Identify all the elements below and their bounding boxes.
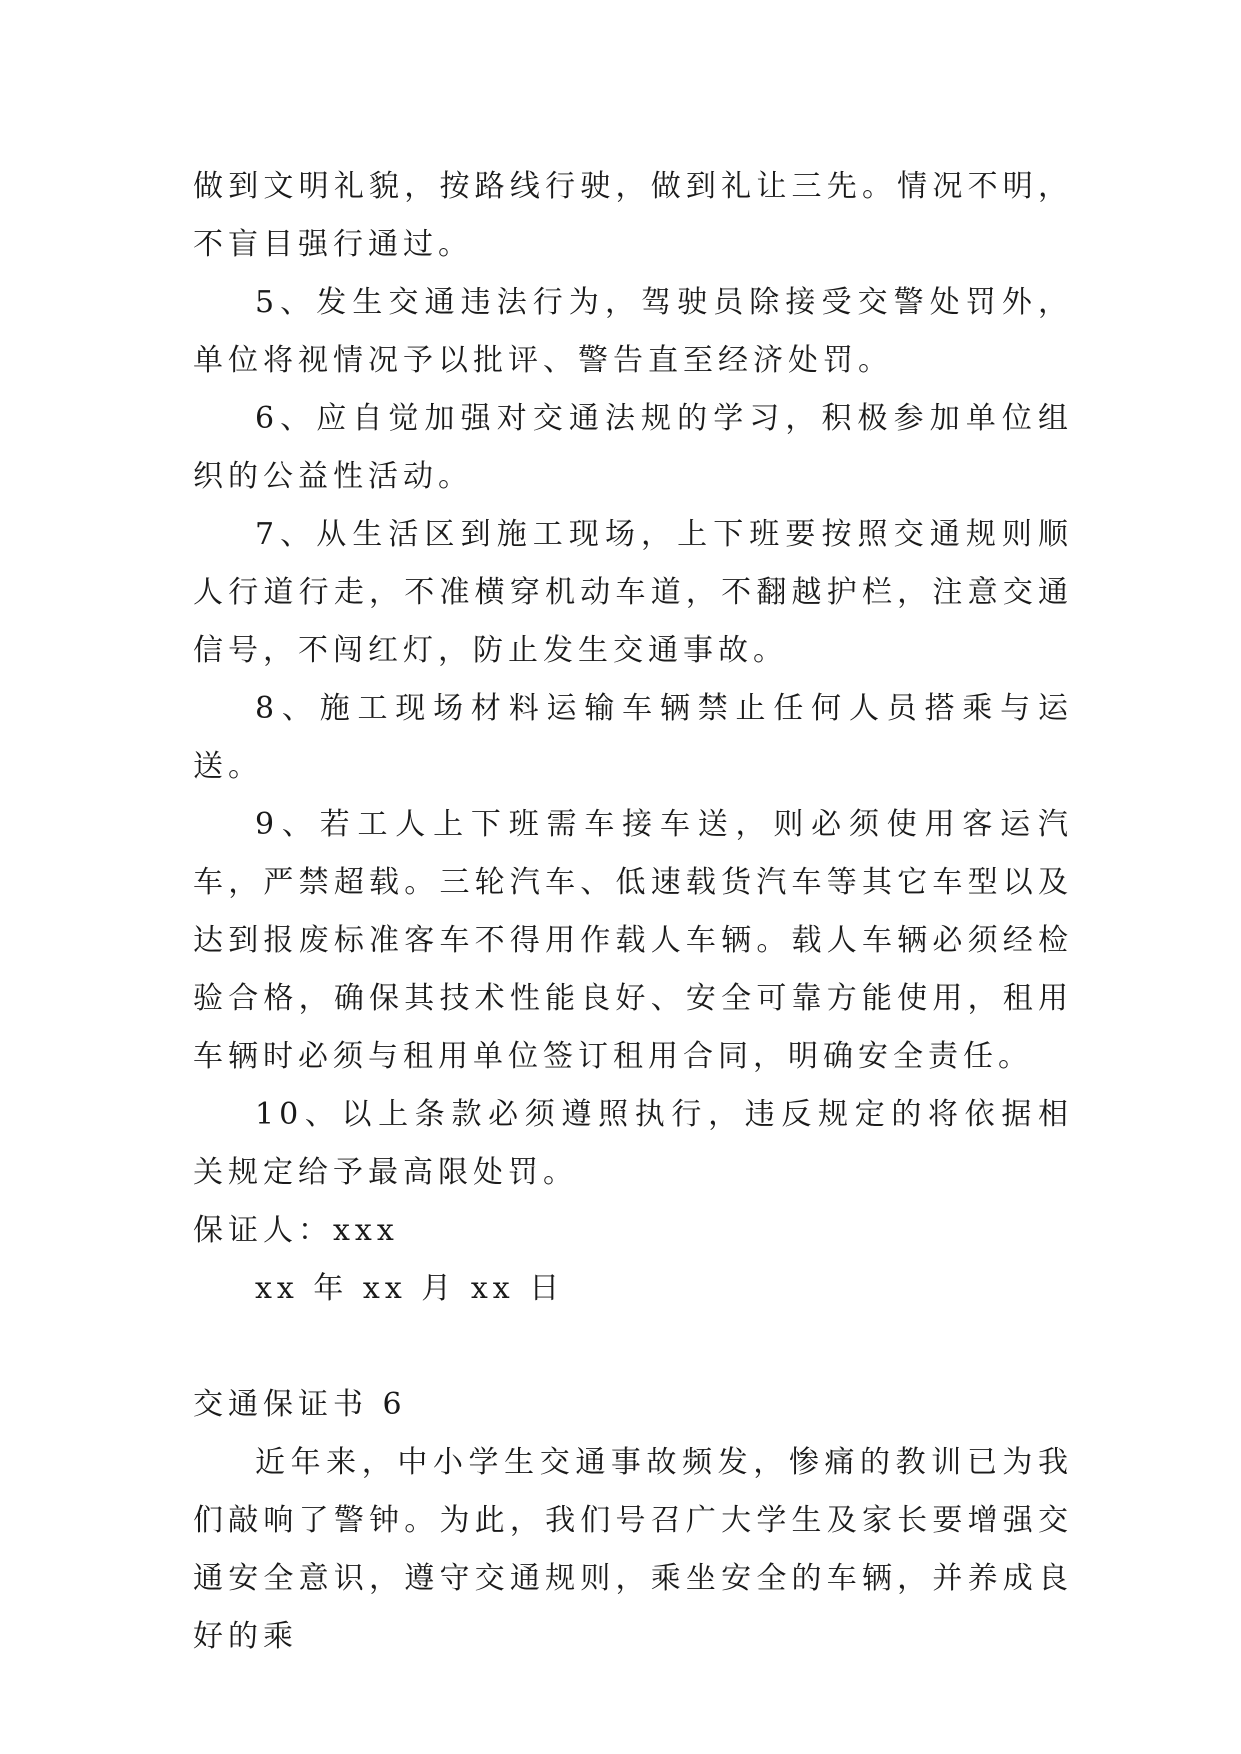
paragraph-continuation: 做到文明礼貌，按路线行驶，做到礼让三先。情况不明，不盲目强行通过。 [193, 169, 1073, 262]
paragraph-item-10: 10、以上条款必须遵照执行，违反规定的将依据相关规定给予最高限处罚。 [193, 1097, 1073, 1190]
date-line: xx 年 xx 月 xx 日 [255, 1271, 565, 1306]
section-title: 交通保证书 6 [193, 1387, 407, 1422]
paragraph-item-8: 8、施工现场材料运输车辆禁止任何人员搭乘与运送。 [193, 691, 1073, 784]
paragraph-intro: 近年来，中小学生交通事故频发，惨痛的教训已为我们敲响了警钟。为此，我们号召广大学生及家长要增强交通安全意识，遵守交通规则，乘坐安全的车辆，并养成良好的乘 [193, 1445, 1073, 1654]
paragraph-item-7: 7、从生活区到施工现场，上下班要按照交通规则顺人行道行走，不准横穿机动车道，不翻越护栏，注意交通信号，不闯红灯，防止发生交通事故。 [193, 517, 1073, 668]
document-body [193, 158, 1073, 1666]
paragraph-item-9: 9、若工人上下班需车接车送，则必须使用客运汽车，严禁超载。三轮汽车、低速载货汽车等其它车型以及达到报废标准客车不得用作载人车辆。载人车辆必须经检验合格，确保其技术性能良好、安全可靠方能使用，租用车辆时必须与租用单位签订租用合同，明确安全责任。 [193, 807, 1073, 1074]
paragraph-item-6: 6、应自觉加强对交通法规的学习，积极参加单位组织的公益性活动。 [193, 401, 1073, 494]
paragraph-item-5: 5、发生交通违法行为，驾驶员除接受交警处罚外，单位将视情况予以批评、警告直至经济处罚。 [193, 285, 1073, 378]
signer-line: 保证人：xxx [193, 1213, 399, 1248]
section-spacer [193, 1318, 1073, 1376]
